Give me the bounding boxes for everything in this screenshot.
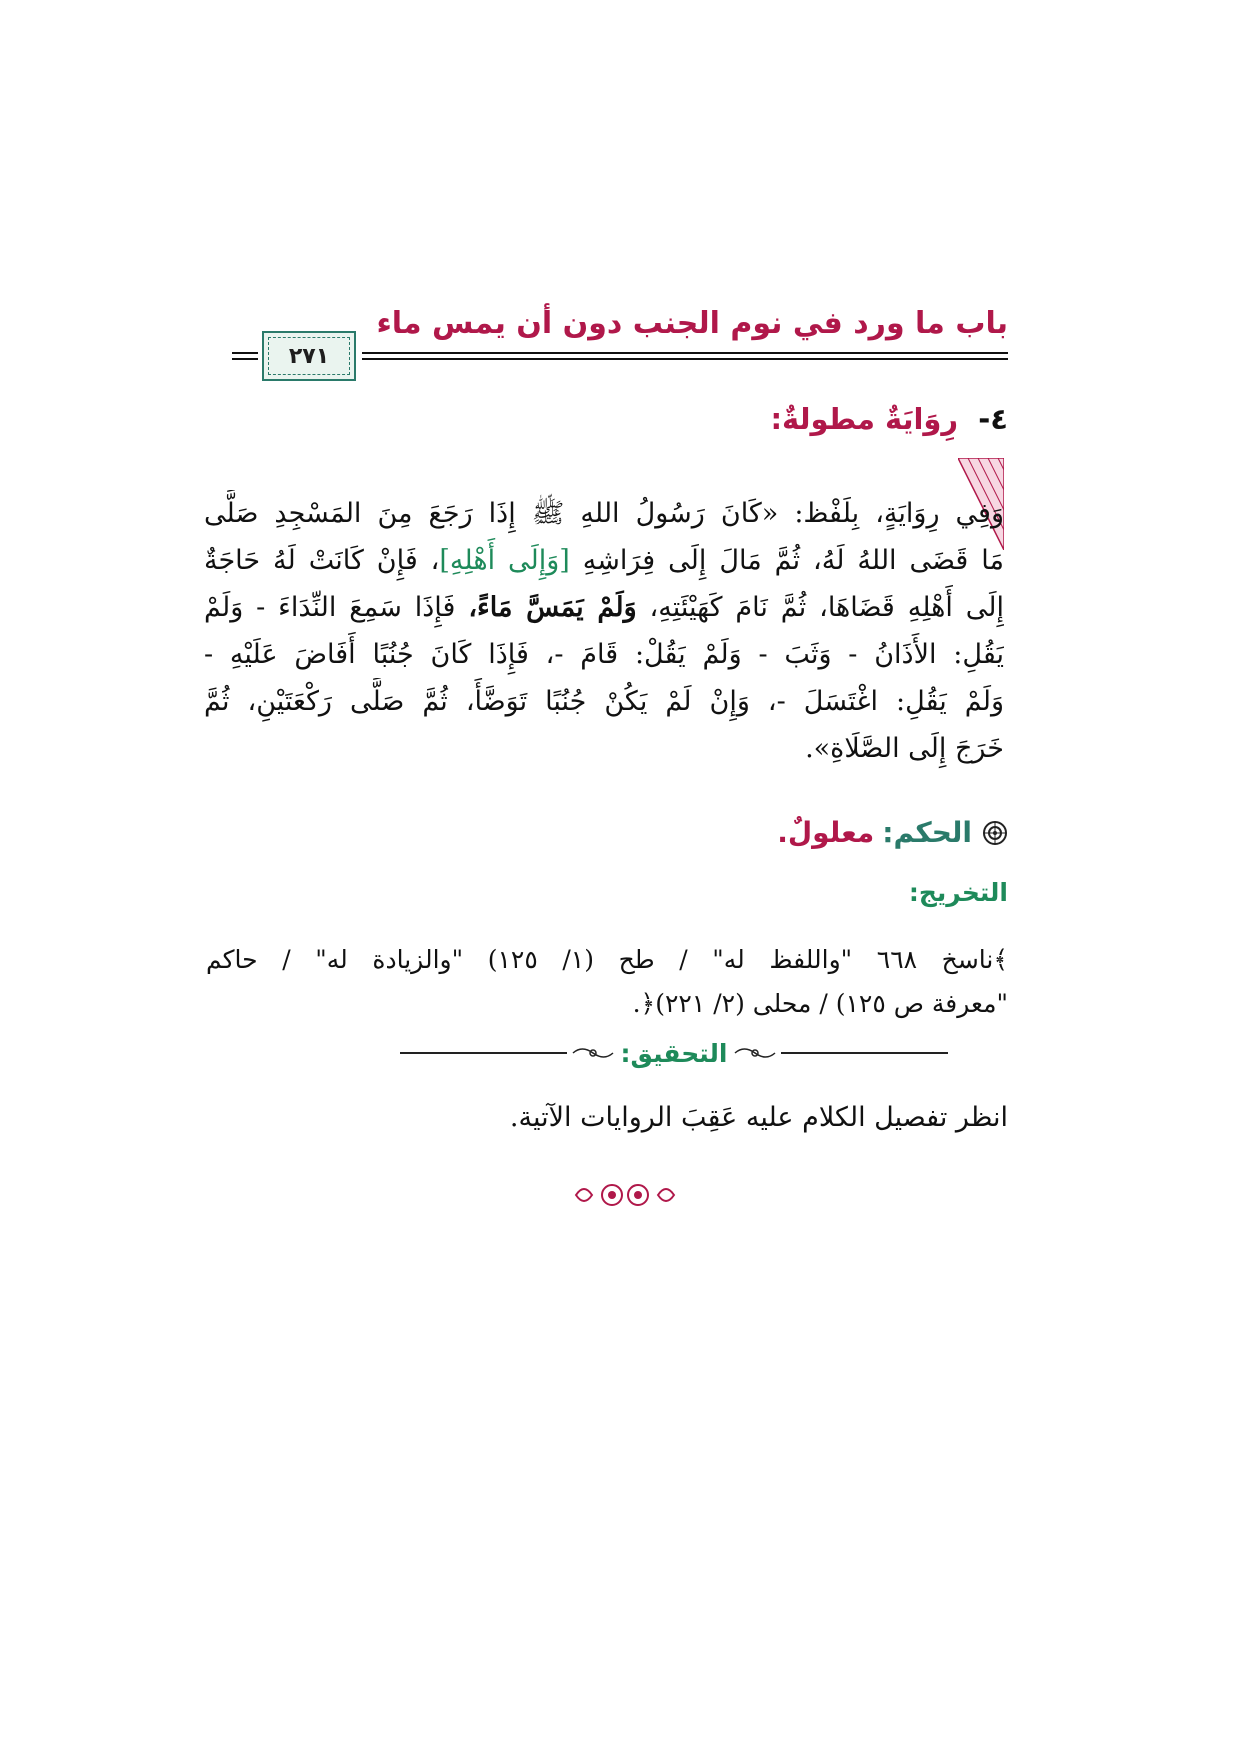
narration-line-3 xyxy=(204,584,1004,631)
takhrij-references xyxy=(206,938,1008,1026)
ruling-value: معلولٌ. xyxy=(777,816,875,849)
floral-end-ornament-icon xyxy=(570,1180,680,1210)
narration-line-2-start: مَا قَضَى اللهُ لَهُ، ثُمَّ مَالَ إِلَى فِرَاشِهِ xyxy=(569,545,1004,576)
narration-line-3-end: فَإِذَا سَمِعَ النِّدَاءَ - وَلَمْ xyxy=(204,592,469,623)
ruling xyxy=(777,816,1008,849)
narration-paragraph xyxy=(204,490,1004,772)
section-number: ٤- xyxy=(978,402,1008,436)
narration-line-4: يَقُلِ: الأَذَانُ - وَثَبَ - وَلَمْ يَقُلْ: قَامَ -، فَإِذَا كَانَ جُنُبًا أَفَاضَ عَلَيْهِ - xyxy=(204,639,1004,670)
ruling-label: الحكم: xyxy=(882,816,972,849)
references-line-1: ﴾ناسخ ٦٦٨ "واللفظ له" / طح (١/ ١٢٥) "والزيادة له" / حاكم xyxy=(206,945,1008,974)
narration-line-1: وَفِي رِوَايَةٍ، بِلَفْظ: «كَانَ رَسُولُ اللهِ ﷺ إِذَا رَجَعَ مِنَ المَسْجِدِ صَلَّى xyxy=(204,498,1004,529)
divider-ornament-icon xyxy=(571,1045,615,1061)
section-title: رِوَايَةٌ مطولةٌ: xyxy=(770,402,959,436)
page-number: ٢٧١ xyxy=(288,343,330,369)
header-rule-right-2 xyxy=(362,358,1008,360)
addition-bracket: [وَإِلَى أَهْلِهِ] xyxy=(439,545,570,576)
header-rule-right xyxy=(362,352,1008,354)
header-rule-left xyxy=(232,352,258,354)
narration-line-6: خَرَجَ إِلَى الصَّلَاةِ». xyxy=(805,733,1004,764)
narration-line-2-end: ، فَإِنْ كَانَتْ لَهُ حَاجَةٌ xyxy=(204,545,440,576)
narration-line-5: وَلَمْ يَقُلِ: اغْتَسَلَ -، وَإِنْ لَمْ يَكُنْ جُنُبًا تَوَضَّأَ، ثُمَّ صَلَّى رَكْعَتَيْنِ، ثُمَّ xyxy=(204,686,1004,717)
tahqiq-heading: التحقيق: xyxy=(620,1038,728,1068)
rosette-icon xyxy=(982,820,1008,846)
page-number-badge xyxy=(262,331,356,381)
section-heading xyxy=(770,402,1008,436)
running-title: باب ما ورد في نوم الجنب دون أن يمس ماء xyxy=(376,306,1008,341)
narration-line-2 xyxy=(204,537,1004,584)
divider-line-right xyxy=(781,1052,948,1054)
header-rule-left-2 xyxy=(232,358,258,360)
divider-line-left xyxy=(400,1052,567,1054)
takhrij-heading: التخريج: xyxy=(908,878,1008,907)
emphasis-phrase: وَلَمْ يَمَسَّ مَاءً، xyxy=(468,592,637,623)
divider-ornament-icon xyxy=(733,1045,777,1061)
tahqiq-text: انظر تفصيل الكلام عليه عَقِبَ الروايات الآتية. xyxy=(509,1102,1008,1133)
references-line-2: "معرفة ص ١٢٥) / محلى (٢/ ٢٢١)﴿. xyxy=(632,989,1008,1018)
tahqiq-divider xyxy=(400,1036,948,1070)
narration-line-3-start: إِلَى أَهْلِهِ قَضَاهَا، ثُمَّ نَامَ كَهَيْئَتِهِ، xyxy=(636,592,1004,623)
